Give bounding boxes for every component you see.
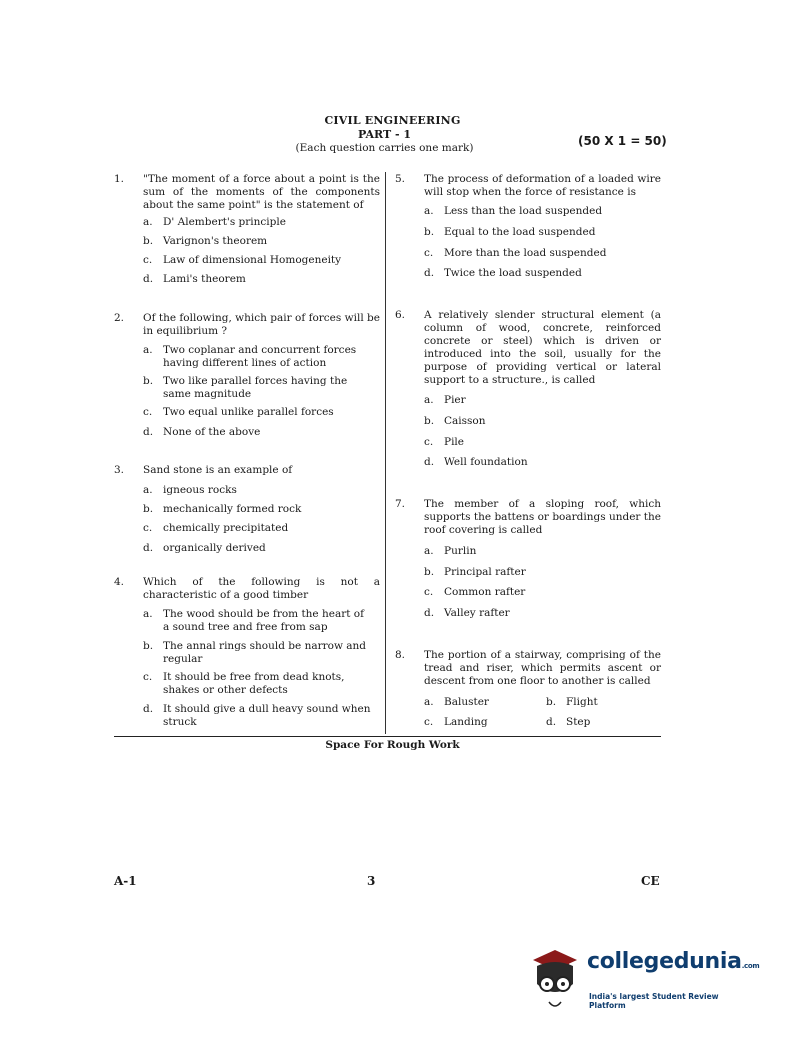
question-text: Of the following, which pair of forces will be in equilibrium ? (143, 312, 380, 337)
question-text: Sand stone is an example of (143, 464, 293, 476)
question-text: A relatively slender structural element (a column of wood, concrete, reinforced concrete or steel) which is driven or introduced into the soil, usually for the purpose of providing vertical or lateral support to a structure., is called (424, 309, 661, 386)
exam-title: CIVIL ENGINEERING (324, 114, 461, 127)
collegedunia-watermark (527, 944, 760, 1014)
marks-note: (Each question carries one mark) (295, 142, 474, 154)
question-number: 8. (395, 649, 406, 661)
part-label: PART - 1 (357, 128, 412, 141)
question-text: The portion of a stairway, comprising of the tread and riser, which permits ascent or descent from one floor to another is called (424, 649, 661, 687)
question-number: 1. (114, 173, 125, 185)
question-text: Which of the following is not a characteristic of a good timber (143, 576, 380, 601)
brand-name: collegedunia.com (587, 949, 760, 974)
question-number: 7. (395, 498, 406, 510)
rough-work-label: Space For Rough Work (325, 739, 460, 751)
question-number: 4. (114, 576, 125, 588)
question-number: 6. (395, 309, 406, 321)
total-marks: (50 X 1 = 50) (578, 134, 667, 148)
question-text: The member of a sloping roof, which supports the battens or boardings under the roof covering is called (424, 498, 661, 536)
mascot-icon (527, 944, 583, 1014)
subject-code: CE (641, 874, 660, 888)
bottom-rule (114, 736, 661, 737)
page-number: 3 (367, 874, 376, 888)
question-number: 3. (114, 464, 125, 476)
question-text: "The moment of a force about a point is the sum of the moments of the components about the same point" is the statement of (143, 173, 380, 211)
question-number: 5. (395, 173, 406, 185)
question-text: The process of deformation of a loaded wire will stop when the force of resistance is (424, 173, 661, 198)
question-number: 2. (114, 312, 125, 324)
brand-tagline: India's largest Student Review Platform (589, 992, 719, 1010)
booklet-code: A-1 (114, 874, 137, 888)
column-divider (385, 172, 386, 734)
